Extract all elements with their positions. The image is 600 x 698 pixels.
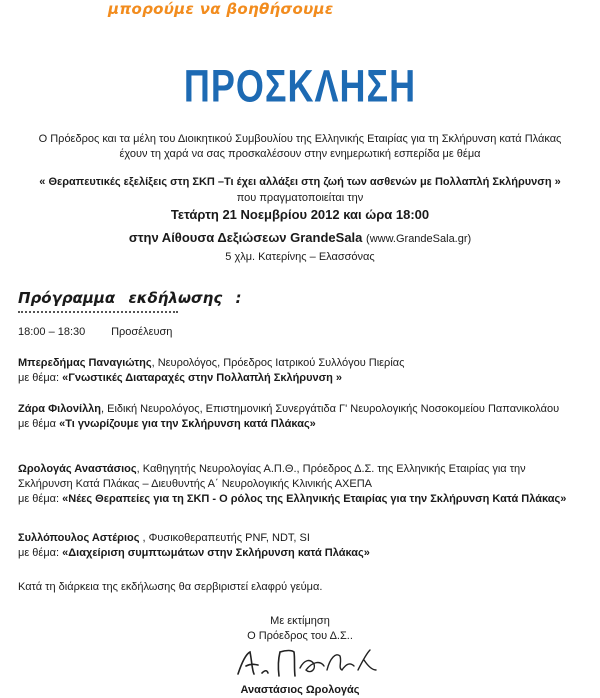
intro-line-2: έχουν τη χαρά να σας προσκαλέσουν στην ενημερωτική εσπερίδα με θέμα [119,148,481,160]
tagline: μπορούμε να βοηθήσουμε [108,0,334,18]
program-heading-underline [18,311,178,314]
topic-prefix: με θέμα [18,418,60,430]
intro-line-1: Ο Πρόεδρος και τα μέλη του Διοικητικού Συμβουλίου της Ελληνικής Εταιρίας για τη Σκλήρυνση κατά Πλάκας [38,133,562,145]
venue-url[interactable]: (www.GrandeSala.gr) [366,233,472,245]
closing-role: Ο Πρόεδρος του Δ.Σ.. [247,630,353,642]
topic-prefix: με θέμα: [18,493,63,505]
intro-text [10,132,590,162]
topic-prefix: με θέμα: [18,547,63,559]
topic-prefix: με θέμα: [18,372,63,384]
speaker-entry [18,402,582,432]
speaker-role: , Καθηγητής Νευρολογίας Α.Π.Θ., Πρόεδρος Δ.Σ. της Ελληνικής Εταιρίας για την Σκλήρυνση Κατά Πλάκας – Διευθυντής Α΄ Νευρολογικής Κλινικής ΑΧΕΠΑ [18,463,526,490]
event-location: 5 χλμ. Κατερίνης – Ελασσόνας [225,251,375,263]
speaker-name: Ζάρα Φιλονίλλη [18,403,102,415]
speaker-entry [18,531,582,561]
closing-regards: Με εκτίμηση [270,615,330,627]
speaker-entry [18,356,582,386]
lunch-note: Κατά τη διάρκεια της εκδήλωσης θα σερβιριστεί ελαφρύ γεύμα. [18,581,323,593]
speaker-topic: «Γνωστικές Διαταραχές στην Πολλαπλή Σκλήρυνση » [62,372,343,384]
program-heading: Πρόγραμμα εκδήλωσης : [18,289,242,307]
event-venue [10,229,590,248]
speaker-name: Μπερεδήμας Παναγιώτης [18,357,152,369]
signer-name: Αναστάσιος Ωρολογάς [240,684,360,696]
page-title: ΠΡΟΣΚΛΗΣΗ [183,60,417,112]
speaker-name: Ωρολογάς Αναστάσιος [18,463,137,475]
speaker-entry [18,462,582,507]
speaker-topic: «Νέες Θεραπείες για τη ΣΚΠ - Ο ρόλος της Ελληνικής Εταιρίας για την Σκλήρυνση Κατά Πλάκας» [62,493,567,505]
speaker-topic: «Διαχείριση συμπτωμάτων στην Σκλήρυνση κατά Πλάκας» [62,547,370,559]
event-date: Τετάρτη 21 Νοεμβρίου 2012 και ώρα 18:00 [170,207,430,222]
speaker-name: Συλλόπουλος Αστέριος [18,532,140,544]
speaker-role: , Νευρολόγος, Πρόεδρος Ιατρικού Συλλόγου Πιερίας [151,357,405,369]
speaker-topic: «Τι γνωρίζουμε για την Σκλήρυνση κατά Πλάκας» [59,418,316,430]
speaker-role: , Φυσικοθεραπευτής PNF, NDT, SI [139,532,310,544]
arrival-label: Προσέλευση [111,326,173,338]
handwritten-signature [232,640,382,687]
event-holds-text: που πραγματοποιείται την [236,192,364,204]
event-theme: « Θεραπευτικές εξελίξεις στη ΣΚΠ –Τι έχει αλλάξει στη ζωή των ασθενών με Πολλαπλή Σκλήρυνση » [39,176,561,188]
venue-name: στην Αίθουσα Δεξιώσεων GrandeSala [128,230,363,245]
arrival-row [18,325,582,340]
speaker-role: , Ειδική Νευρολόγος, Επιστημονική Συνεργάτιδα Γ' Νευρολογικής Νοσοκομείου Παπανικολάου [101,403,560,415]
arrival-time: 18:00 – 18:30 [18,326,86,338]
